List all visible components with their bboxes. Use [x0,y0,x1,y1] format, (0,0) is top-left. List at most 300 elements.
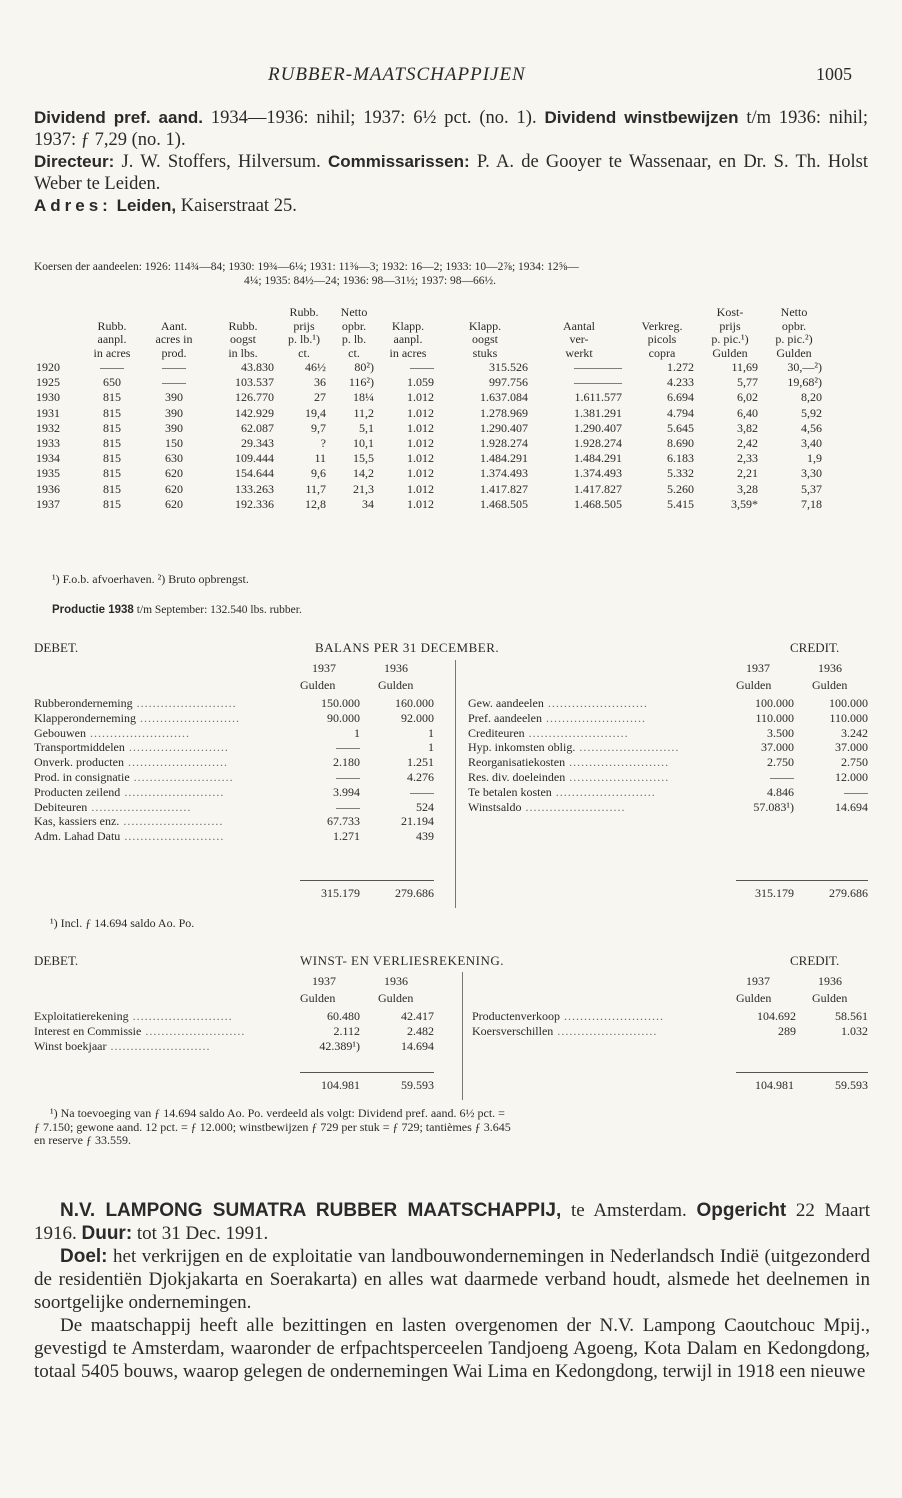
table-cell: 1.012 [407,451,434,466]
ledger-value-1936: 14.694 [835,799,868,814]
ledger-row [468,755,868,770]
directeur-label: Directeur: [34,152,115,171]
page-number: 1005 [816,64,852,84]
ledger-value-1936: 4.276 [407,769,434,784]
table-header-cell: p. pic.¹) [711,332,749,346]
ledger-label: Gebouwen ..... [34,726,282,741]
winst-note-line-3: en reserve ƒ 33.559. [34,1133,131,1147]
table-cell: 9,6 [311,466,326,481]
balans-divider [455,660,456,908]
balans-right-total-rule [736,880,868,881]
balans-left-total-rule [300,880,434,881]
adres-text: Kaiserstraat 25. [176,196,297,216]
table-header-cell: Gulden [776,345,812,360]
table-cell: 1.012 [407,496,434,511]
table-cell: 34 [362,496,374,511]
ledger-row [472,1024,868,1039]
table-cell: 1931 [36,405,60,420]
table-row [32,360,826,375]
table-cell: 1.611.577 [574,390,622,405]
table-cell: 1.374.493 [480,466,528,481]
ledger-label: Winstsaldo ..... [468,800,708,815]
table-cell: 815 [103,466,121,481]
table-header-cell: Rubb. [228,318,258,333]
winst-left-total2: 59.593 [401,1078,434,1092]
ledger-value-1936: 524 [416,799,434,814]
ledger-value-1937: 60.480 [327,1009,360,1023]
ledger-value-1937: 150.000 [321,696,360,710]
winst-right-year1: 1937 [746,974,770,988]
ledger-value-1937: 42.389¹) [319,1038,360,1053]
table-header-cell: Gulden [712,345,748,360]
ledger-value-1937: 2.180 [333,755,360,770]
ledger-value-1936: 2.750 [841,755,868,770]
table-header-cell: copra [648,345,676,360]
ledger-row [468,785,868,800]
table-cell: 3,28 [737,481,758,496]
table-cell: 18¼ [353,390,374,405]
balans-left-unit1: Gulden [300,678,336,692]
ledger-value-1936: 1.032 [841,1023,868,1038]
ledger-row [34,711,434,726]
table-cell: 4,56 [801,420,822,435]
table-cell: —— [100,360,124,374]
table-cell: 2,21 [737,466,758,481]
table-cell: 1935 [36,466,60,481]
table-row [32,497,826,512]
ledger-value-1936: 92.000 [401,710,434,725]
table-cell: 1.928.274 [480,436,528,451]
table-header-cell: p. lb.¹) [288,332,320,346]
table-cell: 7,18 [801,496,822,511]
ledger-label: Gew. aandeelen ..... [468,696,708,711]
ledger-value-1936: —— [844,784,868,799]
table-cell: 154.644 [235,466,274,481]
table-row [32,421,826,436]
table-cell: 1.381.291 [574,405,622,420]
table-cell: 1.278.969 [480,405,528,420]
table-cell: 1.637.084 [480,390,528,405]
production-table-body [32,360,826,512]
ledger-label: Prod. in consignatie ..... [34,770,282,785]
ledger-value-1937: —— [770,769,794,784]
balans-left-unit2: Gulden [378,678,414,692]
koersen-line-2: 4¼; 1935: 84½—24; 1936: 98—31½; 1937: 98—66½. [244,275,497,287]
table-cell: 1932 [36,420,60,435]
winst-right-total2: 59.593 [835,1078,868,1092]
balans-credit: CREDIT. [790,640,840,655]
ledger-value-1937: 2.112 [333,1023,360,1038]
table-header-row [32,320,826,334]
ledger-value-1936: 58.561 [835,1009,868,1023]
productie-text: t/m September: 132.540 lbs. rubber. [133,604,302,616]
table-header-cell: picols [647,332,677,346]
table-header-cell: in acres [389,345,427,360]
ledger-value-1936: 14.694 [401,1038,434,1053]
ledger-label: Crediteuren ..... [468,726,708,741]
table-row [32,375,826,390]
table-cell: 390 [165,390,183,405]
table-header-cell [438,306,532,320]
table-cell: 19,4 [305,405,326,420]
table-cell: 4.794 [667,405,694,420]
winst-left-items [34,1009,434,1053]
table-cell: —— [162,375,186,390]
table-cell: 620 [165,496,183,511]
dividend-label: Dividend pref. aand. [34,108,203,127]
ledger-row [468,711,868,726]
ledger-value-1937: 1 [354,725,360,740]
table-cell: 14,2 [353,466,374,481]
balans-right-total2: 279.686 [829,886,868,900]
winst-note [34,1106,511,1148]
table-cell: 133.263 [235,481,274,496]
table-cell: 315.526 [489,360,528,374]
table-header-cell: Klapp. [468,318,502,333]
table-cell: 103.537 [235,375,274,390]
table-cell: 192.336 [235,496,274,511]
dividend-text: 1934—1936: nihil; 1937: 6½ pct. (no. 1). [202,108,545,128]
table-header-cell [32,320,84,334]
table-header-cell: acres in [155,332,193,346]
ledger-row [34,1039,434,1054]
table-header-cell: in lbs. [228,345,258,360]
table-cell: 1934 [36,451,60,466]
ledger-value-1936: 37.000 [835,740,868,755]
table-cell: 1.468.505 [574,496,622,511]
table-row [32,390,826,405]
winst-right-unit1: Gulden [736,991,772,1005]
table-cell: ———— [574,360,622,374]
ledger-value-1936: 1 [428,725,434,740]
balans-right-total1: 315.179 [755,886,794,900]
ledger-value-1937: 3.500 [767,725,794,740]
table-cell: 3,82 [737,420,758,435]
table-header-cell: ct. [298,345,310,360]
table-header-cell: prod. [161,345,187,360]
table-cell: 6.694 [667,390,694,405]
balans-left-total2: 279.686 [395,886,434,900]
table-cell: 997.756 [489,375,528,390]
ledger-value-1937: 37.000 [761,740,794,755]
ledger-value-1936: 42.417 [401,1009,434,1023]
table-cell: 1.012 [407,390,434,405]
duur-label: Duur: [81,1223,133,1244]
table-cell: 1930 [36,390,60,405]
production-table-header [32,306,826,360]
ledger-label: Klapperonderneming ..... [34,711,282,726]
table-header-cell: oogst [471,332,498,346]
lampong-name: N.V. LAMPONG SUMATRA RUBBER MAATSCHAPPIJ, [60,1200,562,1221]
table-header-cell [140,306,208,320]
lampong-para-1 [34,1199,870,1245]
balans-debet: DEBET. [34,640,79,655]
ledger-value-1937: 3.994 [333,784,360,799]
table-cell: 390 [165,405,183,420]
doel-text: het verkrijgen en de exploitatie van landbouwondernemingen in Nederlandsch Indië (uitgezonderd de residentiën Djokjakarta en Soerakarta) en alles wat daarmede verband houdt, alsmede het deelnemen in soortgelijke ondernemingen. [34,1246,870,1313]
table-cell: 1933 [36,436,60,451]
winst-right-unit2: Gulden [812,991,848,1005]
ledger-value-1936: 100.000 [829,696,868,710]
ledger-label: Debiteuren ..... [34,800,282,815]
table-cell: 3,30 [801,466,822,481]
table-cell: 1.012 [407,405,434,420]
ledger-value-1937: —— [336,769,360,784]
table-cell: 6.183 [667,451,694,466]
ledger-label: Productenverkoop ..... [472,1009,708,1024]
table-cell: 11,69 [731,360,758,374]
table-cell: 1.012 [407,420,434,435]
table-cell: 815 [103,405,121,420]
winst-note-line-2: ƒ 7.150; gewone aand. 12 pct. = ƒ 12.000; winstbewijzen ƒ 729 per stuk = ƒ 729; tantièmes ƒ 3.645 [34,1119,511,1134]
table-header-cell: prijs [719,318,741,333]
ledger-value-1937: 1.271 [333,829,360,844]
table-cell: 62.087 [241,420,274,435]
ledger-row [34,726,434,741]
table-header-cell: in acres [93,345,131,360]
table-cell: 9,7 [311,420,326,435]
table-header-cell: p. pic.²) [775,332,813,346]
table-cell: 5.260 [667,481,694,496]
winst-right-year2: 1936 [818,974,842,988]
table-header-cell: Netto [780,305,808,319]
table-header-cell: oogst [229,332,256,346]
winst-right-total1: 104.981 [755,1078,794,1092]
table-cell: 3,59* [731,496,758,511]
ledger-value-1936: 2.482 [407,1023,434,1038]
table-cell: 15,5 [353,451,374,466]
lampong-name-text: te Amsterdam. [561,1200,697,1221]
table-row [32,436,826,451]
table-cell: 1.012 [407,481,434,496]
ledger-label: Interest en Commissie ..... [34,1024,282,1039]
ledger-value-1937: 4.846 [767,784,794,799]
ledger-label: Koersverschillen ..... [472,1024,708,1039]
table-cell: 21,3 [353,481,374,496]
table-cell: 815 [103,420,121,435]
ledger-value-1936: 3.242 [841,725,868,740]
winst-left-total1: 104.981 [321,1078,360,1092]
table-cell: —— [410,360,434,374]
table-cell: 620 [165,466,183,481]
table-cell: 815 [103,496,121,511]
running-title: RUBBER-MAATSCHAPPIJEN [268,64,526,85]
table-header-cell: Netto [340,305,368,319]
winst-left-unit1: Gulden [300,991,336,1005]
table-header-cell [378,306,438,320]
table-row [32,451,826,466]
balans-right-unit2: Gulden [812,678,848,692]
ledger-value-1936: 439 [416,829,434,844]
winst-right-items [472,1009,868,1039]
ledger-label: Producten zeilend ..... [34,785,282,800]
table-header-cell: aanpl. [97,332,127,346]
table-cell: 1,9 [807,451,822,466]
productie-line [52,604,302,616]
table-cell: 4.233 [667,375,694,390]
ledger-label: Winst boekjaar ..... [34,1039,282,1054]
table-cell: 11,2 [353,405,374,420]
table-cell: 5.332 [667,466,694,481]
table-header-cell: ct. [348,345,360,360]
directeur-text: J. W. Stoffers, Hilversum. [114,152,328,172]
table-cell: 1.012 [407,466,434,481]
ledger-value-1937: 57.083¹) [753,799,794,814]
ledger-row [34,800,434,815]
ledger-value-1937: 289 [778,1023,796,1038]
winst-label: Dividend winstbewijzen [544,108,739,127]
ledger-row [34,829,434,844]
table-cell: 1936 [36,481,60,496]
table-cell: 1.484.291 [480,451,528,466]
table-cell: 650 [103,375,121,390]
table-header-cell: ver- [569,332,589,346]
adres-city: Leiden, [111,196,177,215]
table-cell: 36 [314,375,326,390]
table-cell: 2,42 [737,436,758,451]
balans-title: BALANS PER 31 DECEMBER. [315,640,500,655]
table-cell: 3,40 [801,436,822,451]
table-cell: 1.012 [407,436,434,451]
ledger-label: Pref. aandeelen ..... [468,711,708,726]
table-header-cell: Aant. [160,318,188,333]
table-cell: 11,7 [305,481,326,496]
winst-title: WINST- EN VERLIESREKENING. [300,953,505,968]
table-cell: 815 [103,451,121,466]
koersen-line-1: Koersen der aandeelen: 1926: 114¾—84; 1930: 19¾—6¼; 1931: 11⅜—3; 1932: 16—2; 1933: 10—2⅞; 1934: 12⅝— [34,261,579,273]
koersen-block [34,260,870,288]
production-table [32,306,826,512]
table-cell: 5.415 [667,496,694,511]
ledger-row [34,755,434,770]
ledger-row [468,740,868,755]
table-cell: 815 [103,481,121,496]
ledger-value-1936: 21.194 [401,814,434,829]
table-cell: 80²) [354,360,374,374]
table-cell: 2,33 [737,451,758,466]
commissarissen-label: Commissarissen: [327,152,470,171]
table-cell: 11 [314,451,326,466]
table-header-row [32,347,826,361]
table-row [32,482,826,497]
ledger-label: Rubberonderneming ..... [34,696,282,711]
ledger-label: Exploitatierekening ..... [34,1009,282,1024]
doel-label: Doel: [60,1246,108,1267]
table-header-row [32,333,826,347]
lampong-para-2: De maatschappij heeft alle bezittingen en lasten overgenomen der N.V. Lampong Caoutchouc Mpij., gevestigd te Amsterdam, waaronder de erfpachtsperceelen Tandjoeng Agoeng, Kota Dalam en Kedongdong, totaal 5405 bouws, waarop gelegen de ondernemingen Wai Lima en Kedongdong, terwijl in 1918 een nieuwe [34,1315,870,1382]
table-header-cell: aanpl. [393,332,423,346]
ledger-label: Transportmiddelen ..... [34,740,282,755]
table-cell: 109.444 [235,451,274,466]
balans-right-items [468,696,868,814]
table-cell: 1.484.291 [574,451,622,466]
lampong-section [34,1199,870,1383]
winst-right-total-rule [736,1072,868,1073]
table-cell: 8,20 [801,390,822,405]
table-cell: —— [162,360,186,374]
table-cell: 1.417.827 [574,481,622,496]
table-cell: 5,37 [801,481,822,496]
ledger-row [468,800,868,815]
table-cell: 1.928.274 [574,436,622,451]
table-header-cell [32,333,84,347]
ledger-row [472,1009,868,1024]
ledger-label: Adm. Lahad Datu ..... [34,829,282,844]
table-cell: 12,8 [305,496,326,511]
ledger-row [34,814,434,829]
table-cell: 5.645 [667,420,694,435]
ledger-value-1937: —— [336,740,360,755]
ledger-value-1936: 1.251 [407,755,434,770]
ledger-label: Res. div. doeleinden ..... [468,770,708,785]
ledger-row [34,1009,434,1024]
winst-divider [462,972,463,1100]
table-cell: 29.343 [241,436,274,451]
ledger-row [34,770,434,785]
table-header-cell [208,306,278,320]
ledger-value-1937: 90.000 [327,710,360,725]
ledger-value-1936: 160.000 [395,696,434,710]
productie-label: Productie 1938 [52,604,134,616]
table-cell: ———— [574,375,622,390]
balans-left-year1: 1937 [312,661,336,675]
table-cell: 43.830 [241,360,274,374]
table-header-cell: werkt [565,345,593,360]
balans-right-year2: 1936 [818,661,842,675]
ledger-value-1937: 104.692 [757,1009,796,1023]
table-cell: 5,1 [359,420,374,435]
table-cell: 5,77 [737,375,758,390]
table-cell: 1937 [36,496,60,511]
winst-left-total-rule [300,1072,434,1073]
table-row [32,466,826,481]
table-cell: 116²) [348,375,374,390]
balans-right-year1: 1937 [746,661,770,675]
balans-left-items [34,696,434,844]
ledger-row [468,726,868,741]
table-cell: 1.468.505 [480,496,528,511]
commissarissen-text: P. A. de Gooyer te Wassenaar, en Dr. S. Th. Holst Weber te Leiden. [34,152,868,194]
winst-left-unit2: Gulden [378,991,414,1005]
ledger-value-1937: —— [336,799,360,814]
table-cell: ? [320,436,326,451]
ledger-value-1937: 2.750 [767,755,794,770]
winst-text: t/m 1936: nihil; 1937: ƒ 7,29 (no. 1). [34,108,868,150]
table-header-cell: opbr. [781,318,807,333]
balans-left-total1: 315.179 [321,886,360,900]
table-cell: 19,68²) [787,375,822,390]
table-header-cell [532,306,626,320]
opgericht-text: 22 Maart 1916. [34,1200,870,1244]
ledger-value-1936: 12.000 [835,769,868,784]
table-header-cell: p. lb. [341,332,367,346]
balans-left-year2: 1936 [384,661,408,675]
duur-text: tot 31 Dec. 1991. [132,1223,269,1244]
winst-left-year1: 1937 [312,974,336,988]
table-cell: 27 [314,390,326,405]
ledger-label: Kas, kassiers enz. ..... [34,814,282,829]
intro-paragraph [34,107,868,217]
table-header-cell: Klapp. [391,318,425,333]
table-cell: 815 [103,390,121,405]
table-cell: 8.690 [667,436,694,451]
ledger-value-1937: 100.000 [755,696,794,710]
ledger-row [34,740,434,755]
ledger-label: Onverk. producten ..... [34,755,282,770]
table-cell: 6,40 [737,405,758,420]
opgericht-label: Opgericht [696,1200,787,1221]
table-cell: 6,02 [737,390,758,405]
